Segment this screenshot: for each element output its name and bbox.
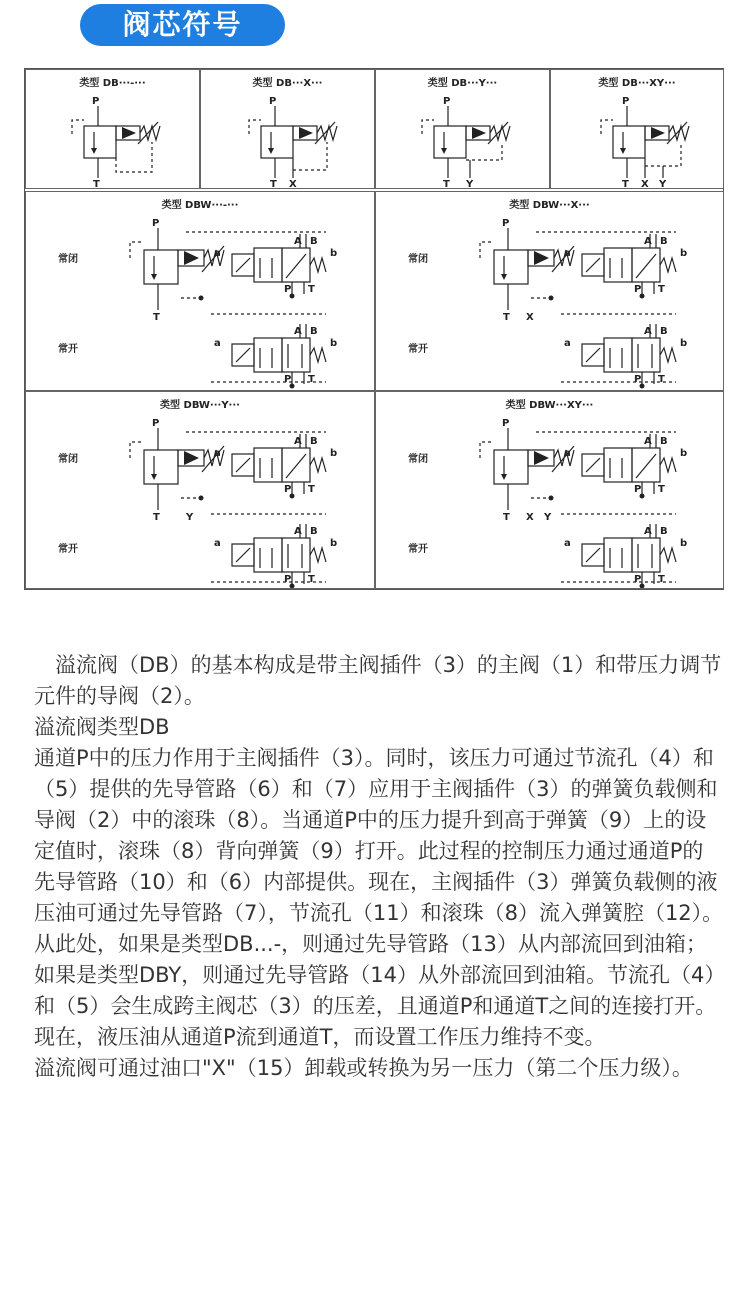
normally-open-label: 常开 (408, 544, 428, 555)
port-p-label: P (634, 574, 642, 585)
port-x-label: X (641, 179, 649, 190)
port-t-label: T (503, 312, 510, 323)
directional-valve-symbol (564, 234, 687, 299)
relief-valve-symbol (201, 70, 376, 190)
normally-closed-label: 常闭 (408, 454, 428, 465)
port-a-label: A (294, 436, 302, 447)
port-t-label: T (443, 179, 450, 190)
solenoid-b-label: b (330, 538, 338, 549)
port-x-label: X (526, 512, 534, 523)
port-p-label: P (622, 96, 630, 107)
cell-title: 类型 DBW···-··· (161, 200, 239, 211)
normally-closed-label: 常闭 (408, 254, 428, 265)
cell-title: 类型 DB···Y··· (427, 78, 498, 89)
relief-valve-symbol (551, 70, 725, 190)
relief-valve-symbol (376, 70, 551, 190)
port-y-label: Y (659, 179, 667, 190)
port-y-label: Y (544, 512, 552, 523)
directional-valve-symbol (214, 434, 337, 499)
port-t-label: T (658, 374, 665, 385)
port-b-label: B (660, 526, 668, 537)
port-p-label: P (634, 484, 642, 495)
solenoid-b-label: b (680, 448, 688, 459)
port-p-label: P (269, 96, 277, 107)
solenoid-b-label: b (680, 248, 688, 259)
solenoid-a-label: a (564, 248, 571, 259)
dbw-valve-symbol (26, 392, 374, 588)
solenoid-b-label: b (330, 448, 338, 459)
port-a-label: A (644, 436, 652, 447)
port-t-label: T (153, 312, 160, 323)
directional-valve-symbol (214, 324, 337, 389)
cell-title: 类型 DB···XY··· (598, 78, 676, 89)
symbol-cell-db-xy (550, 69, 724, 189)
normally-open-label: 常开 (58, 344, 78, 355)
solenoid-a-label: a (214, 338, 221, 349)
directional-valve-symbol (564, 324, 687, 389)
paragraph-intro: 溢流阀（DB）的基本构成是带主阀插件（3）的主阀（1）和带压力调节元件的导阀（2）。 (34, 653, 722, 708)
dbw-valve-symbol (376, 192, 723, 390)
port-b-label: B (310, 526, 318, 537)
normally-open-label: 常开 (408, 344, 428, 355)
cell-title: 类型 DBW···XY··· (505, 400, 594, 411)
port-b-label: B (310, 436, 318, 447)
symbol-cell-db-x (200, 69, 375, 189)
directional-valve-symbol (564, 434, 687, 499)
directional-valve-symbol (564, 524, 687, 588)
port-a-label: A (294, 526, 302, 537)
normally-closed-label: 常闭 (58, 254, 78, 265)
solenoid-a-label: a (564, 448, 571, 459)
port-p-label: P (284, 284, 292, 295)
solenoid-a-label: a (214, 248, 221, 259)
solenoid-a-label: a (214, 448, 221, 459)
port-y-label: Y (466, 179, 474, 190)
port-a-label: A (644, 326, 652, 337)
port-x-label: X (289, 179, 297, 190)
symbol-cell-dbw-y (25, 391, 375, 589)
port-t-label: T (503, 512, 510, 523)
port-t-label: T (153, 512, 160, 523)
cell-title: 类型 DB···X··· (252, 78, 323, 89)
port-t-label: T (93, 179, 100, 190)
relief-valve-symbol (26, 70, 201, 190)
port-t-label: T (308, 374, 315, 385)
port-t-label: T (308, 284, 315, 295)
port-a-label: A (294, 326, 302, 337)
section-title-badge: 阀芯符号 (80, 4, 285, 46)
description-text (34, 650, 724, 1084)
solenoid-a-label: a (564, 338, 571, 349)
port-b-label: B (660, 436, 668, 447)
port-b-label: B (660, 236, 668, 247)
port-b-label: B (660, 326, 668, 337)
symbol-cell-dbw-xy (375, 391, 724, 589)
solenoid-a-label: a (564, 538, 571, 549)
spool-symbol-table (24, 68, 724, 590)
port-a-label: A (644, 526, 652, 537)
port-t-label: T (622, 179, 629, 190)
solenoid-b-label: b (680, 338, 688, 349)
port-p-label: P (443, 96, 451, 107)
port-t-label: T (658, 574, 665, 585)
symbol-cell-db-y (375, 69, 550, 189)
solenoid-a-label: a (214, 538, 221, 549)
port-t-label: T (270, 179, 277, 190)
port-p-label: P (152, 218, 160, 229)
directional-valve-symbol (214, 234, 337, 299)
port-a-label: A (294, 236, 302, 247)
port-p-label: P (92, 96, 100, 107)
port-p-label: P (284, 574, 292, 585)
port-p-label: P (502, 418, 510, 429)
normally-closed-label: 常闭 (58, 454, 78, 465)
cell-title: 类型 DBW···X··· (509, 200, 590, 211)
port-y-label: Y (186, 512, 194, 523)
port-b-label: B (310, 326, 318, 337)
port-p-label: P (152, 418, 160, 429)
paragraph-body-3: 溢流阀可通过油口"X"（15）卸载或转换为另一压力（第二个压力级）。 (34, 1056, 693, 1080)
paragraph-body-2: 从此处，如果是类型DB...-，则通过先导管路（13）从内部流回到油箱；如果是类型DBY，则通过先导管路（14）从外部流回到油箱。节流孔（4）和（5）会生成跨主阀芯（3）的压差，且通道P和通道T之间的连接打开。现在，液压油从通道P流到通道T，而设置工作压力维持不变。 (34, 932, 717, 1049)
solenoid-b-label: b (330, 248, 338, 259)
port-p-label: P (634, 284, 642, 295)
paragraph-body-1: 通道P中的压力作用于主阀插件（3）。同时，该压力可通过节流孔（4）和（5）提供的先导管路（6）和（7）应用于主阀插件（3）的弹簧负载侧和导阀（2）中的滚珠（8）。当通道P中的压力提升到高于弹簧（9）上的设定值时，滚珠（8）背向弹簧（9）打开。此过程的控制压力通过通道P的先导管路（10）和（6）内部提供。现在，主阀插件（3）弹簧负载侧的液压油可通过先导管路（7），节流孔（11）和滚珠（8）流入弹簧腔（12）。 (34, 746, 724, 925)
symbol-cell-db (25, 69, 200, 189)
dbw-valve-symbol (376, 392, 723, 588)
port-t-label: T (658, 484, 665, 495)
port-b-label: B (310, 236, 318, 247)
directional-valve-symbol (214, 524, 337, 588)
dbw-valve-symbol (26, 192, 374, 390)
symbol-cell-dbw-x (375, 191, 724, 391)
port-p-label: P (634, 374, 642, 385)
symbol-cell-dbw (25, 191, 375, 391)
cell-title: 类型 DB···-··· (79, 78, 146, 89)
port-p-label: P (284, 374, 292, 385)
normally-open-label: 常开 (58, 544, 78, 555)
port-p-label: P (502, 218, 510, 229)
port-t-label: T (658, 284, 665, 295)
port-t-label: T (308, 484, 315, 495)
port-t-label: T (308, 574, 315, 585)
solenoid-b-label: b (680, 538, 688, 549)
solenoid-b-label: b (330, 338, 338, 349)
cell-title: 类型 DBW···Y··· (160, 400, 240, 411)
port-x-label: X (526, 312, 534, 323)
paragraph-heading: 溢流阀类型DB (34, 715, 170, 739)
port-p-label: P (284, 484, 292, 495)
port-a-label: A (644, 236, 652, 247)
